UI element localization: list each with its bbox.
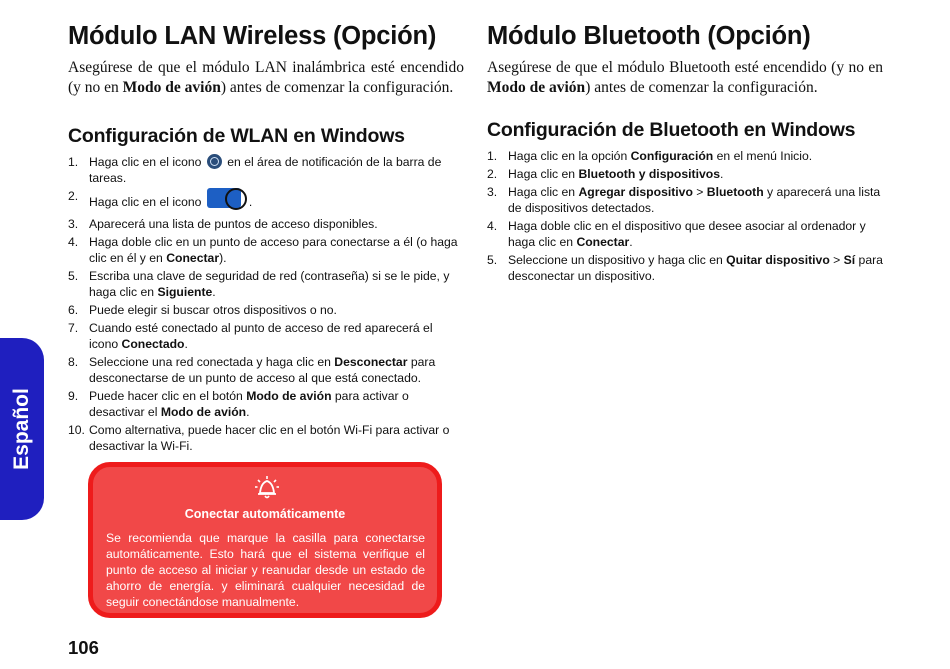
bluetooth-steps [487, 148, 883, 284]
step-item: 2. Haga clic en Bluetooth y dispositivos. [487, 167, 724, 181]
step-number: 5. [68, 269, 79, 283]
bluetooth-intro: Asegúrese de que el módulo Bluetooth esté encendido (y no en Modo de avión) antes de comenzar la configuración. [487, 59, 883, 96]
step-item: 5. Escriba una clave de seguridad de red (contraseña) si se le pide, y haga clic en Siguiente. [68, 269, 450, 299]
network-globe-icon [207, 154, 222, 169]
step-number: 4. [487, 219, 498, 233]
step-item: 4. Haga doble clic en un punto de acceso para conectarse a él (o haga clic en él y en Conectar). [68, 235, 458, 265]
wlan-title: Módulo LAN Wireless (Opción) [68, 22, 437, 50]
bell-icon [255, 475, 279, 501]
step-number: 2. [487, 167, 498, 181]
step-number: 8. [68, 355, 79, 369]
step-number: 3. [487, 185, 498, 199]
step-item: 1. Haga clic en la opción Configuración en el menú Inicio. [487, 149, 813, 163]
step-number: 2. [68, 189, 79, 203]
step-item: 2. Haga clic en el icono . [68, 188, 464, 214]
notice-text: Se recomienda que marque la casilla para conectarse automáticamente. Esto hará que el sistema verifique el punto de acceso al iniciar y reanudar desde un estado de ahorro de energía. y eliminará cualquier necesidad de seguir conectándose manualmente. [106, 531, 425, 609]
step-item: 3. Aparecerá una lista de puntos de acceso disponibles. [68, 217, 378, 231]
wlan-section [68, 20, 464, 456]
step-number: 4. [68, 235, 79, 249]
step-number: 9. [68, 389, 79, 403]
step-number: 5. [487, 253, 498, 267]
step-item: 5. Seleccione un dispositivo y haga clic en Quitar dispositivo > Sí para desconectar un dispositivo. [487, 253, 883, 283]
notice-box [88, 462, 442, 618]
step-item: 1. Haga clic en el icono en el área de notificación de la barra de tareas. [68, 155, 442, 185]
step-number: 10. [68, 423, 85, 437]
step-item: 9. Puede hacer clic en el botón Modo de avión para activar o desactivar el Modo de avión. [68, 389, 409, 419]
bluetooth-title: Módulo Bluetooth (Opción) [487, 22, 811, 50]
step-item: 3. Haga clic en Agregar dispositivo > Bluetooth y aparecerá una lista de dispositivos detectados. [487, 185, 881, 215]
language-tab-label: Español [10, 388, 33, 470]
notice-title: Conectar automáticamente [184, 507, 346, 521]
step-item: 10. Como alternativa, puede hacer clic en el botón Wi-Fi para activar o desactivar la Wi-Fi. [68, 423, 450, 453]
wlan-intro: Asegúrese de que el módulo LAN inalámbrica esté encendido (y no en Modo de avión) antes de comenzar la configuración. [68, 59, 464, 96]
step-item: 6. Puede elegir si buscar otros dispositivos o no. [68, 303, 337, 317]
step-item: 8. Seleccione una red conectada y haga clic en Desconectar para desconectarse de un punto de acceso al que está conectado. [68, 355, 436, 385]
bluetooth-subtitle: Configuración de Bluetooth en Windows [487, 119, 856, 141]
step-item: 4. Haga doble clic en el dispositivo que desee asociar al ordenador y haga clic en Conectar. [487, 219, 866, 249]
step-number: 1. [487, 149, 498, 163]
wlan-steps [68, 154, 464, 454]
step-number: 1. [68, 155, 79, 169]
step-number: 6. [68, 303, 79, 317]
wlan-subtitle: Configuración de WLAN en Windows [68, 125, 405, 147]
step-item: 7. Cuando esté conectado al punto de acceso de red aparecerá el icono Conectado. [68, 321, 433, 351]
bluetooth-section [487, 20, 883, 286]
step-number: 7. [68, 321, 79, 335]
page-number: 106 [68, 637, 99, 658]
step-number: 3. [68, 217, 79, 231]
wifi-tile-icon [207, 188, 247, 214]
